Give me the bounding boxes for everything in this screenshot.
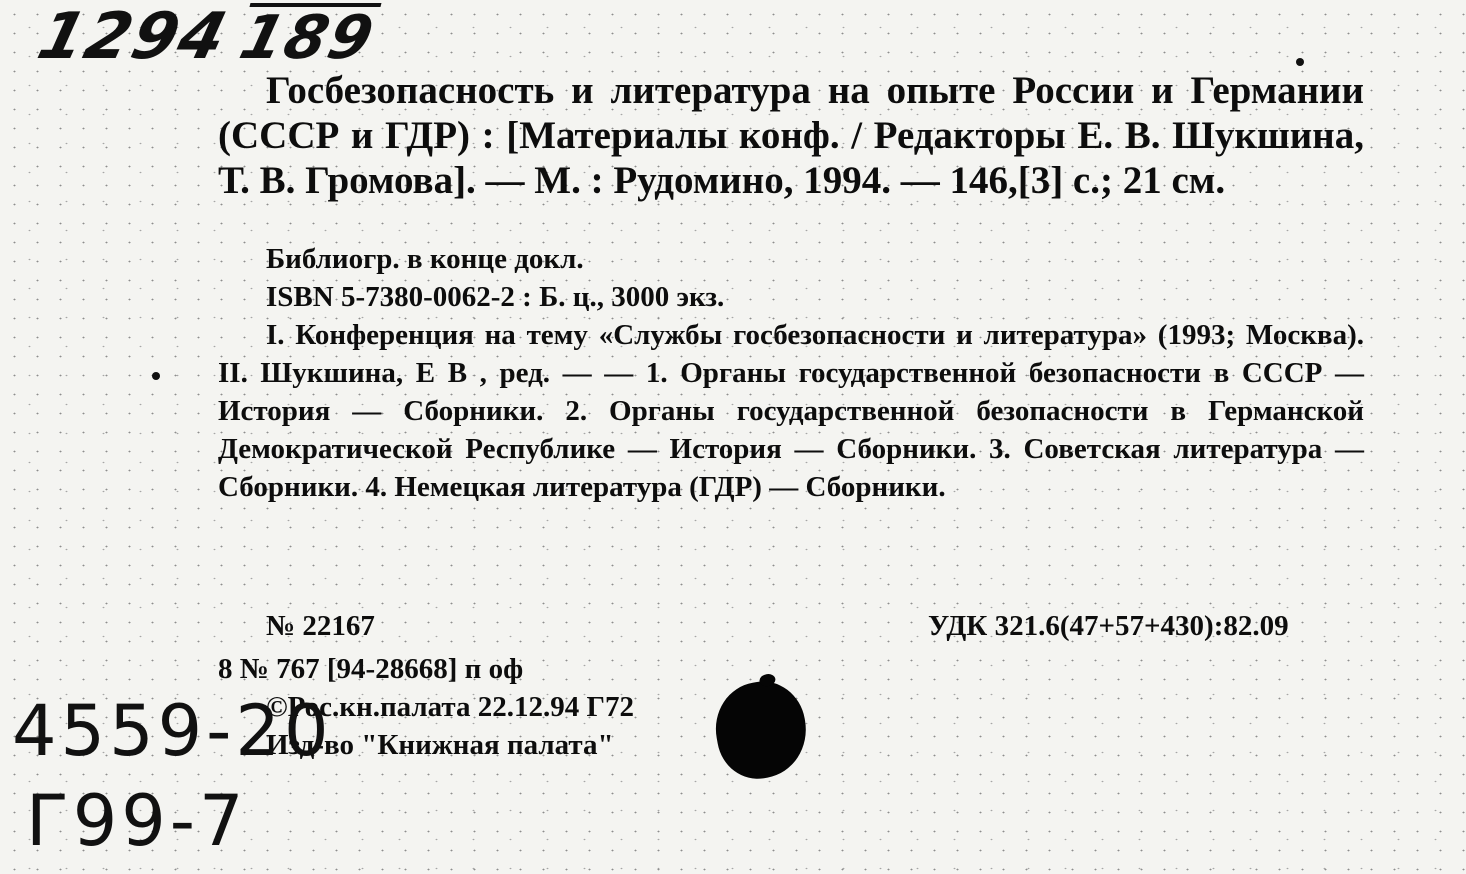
ink-dot (1296, 58, 1304, 66)
card-number: № 22167 (266, 610, 375, 642)
udk-code: УДК 321.6(47+57+430):82.09 (928, 610, 1289, 642)
footer-publisher: Изд-во "Книжная палата" (266, 729, 614, 761)
bibliography-note: Библиогр. в конце докл. (266, 243, 584, 275)
handwritten-top-fraction: 189 (233, 3, 382, 73)
subject-headings: I. Конференция на тему «Службы госбезопасности и литература» (1993; Москва). II. Шукшина, Е В , ред. — — 1. Органы государственной безопасности в СССР — История — Сборники. 2. Органы государственной безопасности в Германской Демократической Республике — История — Сборники. 3. Советская литература — Сборники. 4. Немецкая литература (ГДР) — Сборники. (218, 319, 1364, 503)
handwritten-shelf-number (31, 0, 383, 74)
bibliographic-notes (218, 240, 1364, 506)
handwritten-code-2: Г99-7 (26, 780, 248, 862)
bibliographic-title (218, 68, 1364, 203)
ink-dot (152, 372, 160, 380)
isbn-line: ISBN 5-7380-0062-2 : Б. ц., 3000 экз. (266, 281, 725, 313)
handwritten-top-number: 1294 (30, 0, 236, 74)
footer-copyright: ©Рос.кн.палата 22.12.94 Г72 (266, 691, 634, 723)
title-text: Госбезопасность и литература на опыте России и Германии (СССР и ГДР) : [Материалы конф. / Редакторы Е. В. Шукшина, Т. В. Громова]. — М. : Рудомино, 1994. — 146,[3] с.; 21 см. (218, 69, 1364, 202)
handwritten-code-1: 4559-20 (12, 690, 333, 772)
ink-blot (708, 675, 813, 785)
footer-line-1: 8 № 767 [94-28668] п оф (218, 653, 524, 685)
